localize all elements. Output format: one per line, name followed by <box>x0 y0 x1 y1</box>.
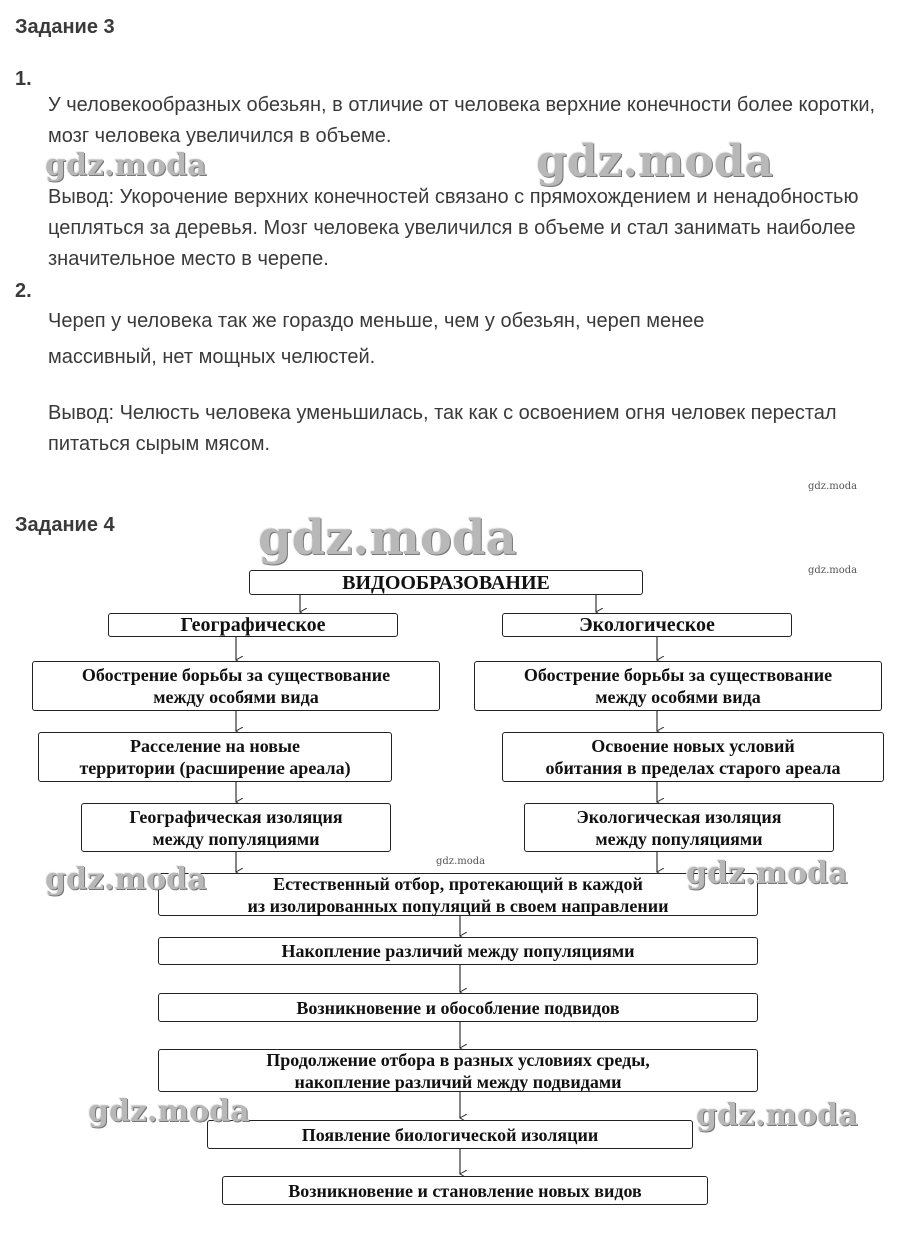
eco-step-1: Обострение борьбы за существование между особями вида <box>474 661 882 711</box>
common-step-6: Возникновение и становление новых видов <box>222 1176 708 1205</box>
common-step-1: Естественный отбор, протекающий в каждой из изолированных популяций в своем направлении <box>158 873 758 916</box>
item1-text: У человекообразных обезьян, в отличие от человека верхние конечности более коротки, мозг человека увеличился в объеме. <box>48 94 876 147</box>
diagram-root: ВИДООБРАЗОВАНИЕ <box>249 570 643 595</box>
geo-step-2: Расселение на новые территории (расширение ареала) <box>38 732 392 782</box>
item2-text: Череп у человека так же гораздо меньше, чем у обезьян, череп менее массивный, нет мощных челюстей. <box>48 310 705 368</box>
geo-step-3: Географическая изоляция между популяциями <box>81 803 391 852</box>
common-step-2: Накопление различий между популяциями <box>158 937 758 965</box>
watermark-small: gdz.moda <box>436 856 486 867</box>
task4-heading: Задание 4 <box>15 514 115 536</box>
eco-step-3: Экологическая изоляция между популяциями <box>524 803 834 852</box>
item1-number: 1. <box>15 68 32 90</box>
watermark-logo: gdz.moda <box>45 148 207 183</box>
branch-geographic-title: Географическое <box>108 613 398 637</box>
item2-number: 2. <box>15 280 32 302</box>
watermark-logo: gdz.moda <box>536 136 774 187</box>
common-step-5: Появление биологической изоляции <box>207 1120 693 1149</box>
task3-heading: Задание 3 <box>15 16 115 38</box>
watermark-logo: gdz.moda <box>258 510 517 566</box>
eco-step-2: Освоение новых условий обитания в пределах старого ареала <box>502 732 884 782</box>
common-step-4: Продолжение отбора в разных условиях среды, накопление различий между подвидами <box>158 1049 758 1092</box>
watermark-logo: gdz.moda <box>45 862 207 897</box>
item1-conclusion: Вывод: Укорочение верхних конечностей связано с прямохождением и ненадобностью цепляться за деревья. Мозг человека увеличился в объеме и стал занимать наиболее значительное место в черепе. <box>48 186 859 270</box>
watermark-logo: gdz.moda <box>696 1098 858 1133</box>
watermark-logo: gdz.moda <box>686 856 848 891</box>
item2-conclusion: Вывод: Челюсть человека уменьшилась, так как с освоением огня человек перестал питаться сырым мясом. <box>48 402 837 455</box>
common-step-3: Возникновение и обособление подвидов <box>158 993 758 1022</box>
watermark-small: gdz.moda <box>808 565 858 576</box>
geo-step-1: Обострение борьбы за существование между особями вида <box>32 661 440 711</box>
branch-ecological-title: Экологическое <box>502 613 792 637</box>
watermark-logo: gdz.moda <box>88 1094 250 1129</box>
watermark-small: gdz.moda <box>808 481 858 492</box>
